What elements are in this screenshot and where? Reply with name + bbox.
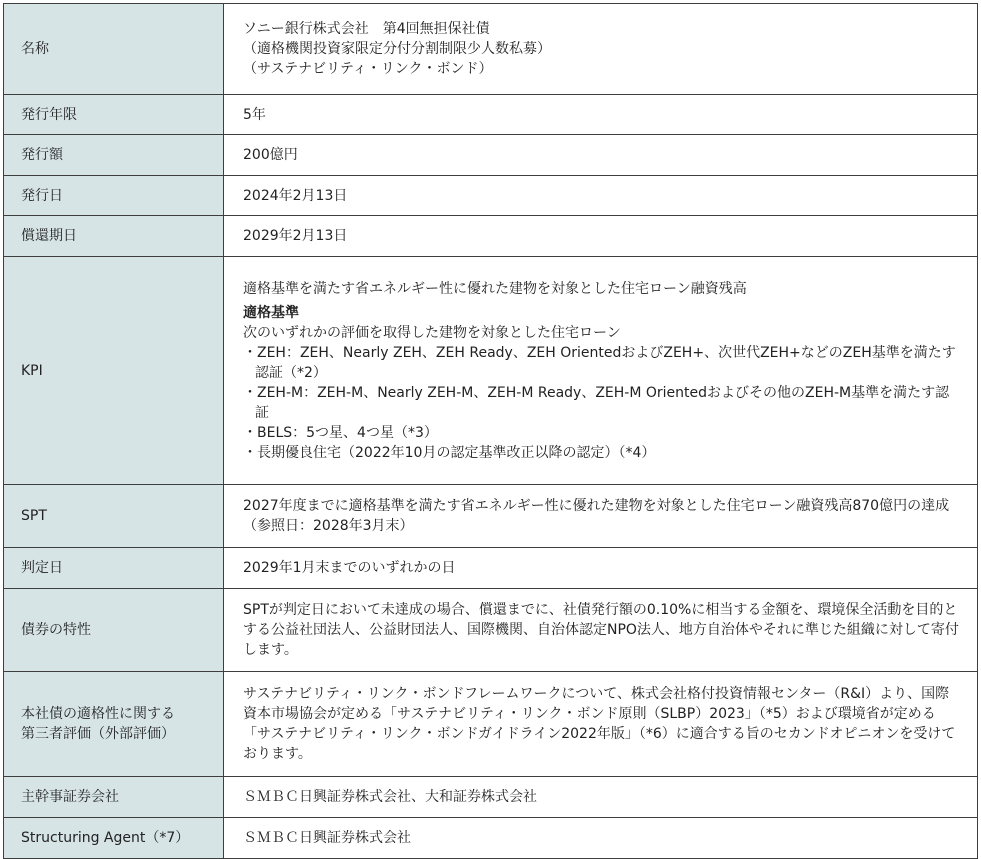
table-row [4,176,978,216]
name-line-2: （適格機関投資家限定分付分割制限少人数私募） [243,41,551,57]
row-value-maturity: 2029年2月13日 [224,216,978,257]
row-label-issue-date: 発行日 [4,176,224,216]
row-value-characteristics: SPTが判定日において未達成の場合、償還までに、社債発行額の0.10%に相当する金額を、環境保全活動を目的とする公益社団法人、公益財団法人、国際機関、自治体認定NPO法人、地方自治体やそれに準じた組織に対して寄付します。 [224,589,978,672]
kpi-bullet-zeh-m: ・ZEH-M：ZEH-M、Nearly ZEH-M、ZEH-M Ready、ZEH-M Orientedおよびその他のZEH-M基準を満たす認証 [243,384,950,421]
kpi-intro: 適格基準を満たす省エネルギー性に優れた建物を対象とした住宅ローン融資残高 [243,280,747,297]
row-value-spt: 2027年度までに適格基準を満たす省エネルギー性に優れた建物を対象とした住宅ローン融資残高870億円の達成（参照日：2028年3月末） [224,485,978,548]
table-row [4,672,978,777]
table-row [4,257,978,485]
row-label-amount: 発行額 [4,135,224,176]
row-value-kpi [224,257,978,485]
table-row [4,589,978,672]
row-value-issue-date: 2024年2月13日 [224,176,978,216]
table-row [4,4,978,95]
table-row [4,777,978,818]
table-row [4,95,978,135]
table-row [4,818,978,859]
row-label-lead-manager: 主幹事証券会社 [4,777,224,818]
kpi-criteria-title: 適格基準 [243,304,299,321]
row-value-structuring-agent: ＳＭＢＣ日興証券株式会社 [224,818,978,859]
table-row [4,485,978,548]
name-line-1: ソニー銀行株式会社 第4回無担保社債 [243,21,490,37]
row-value-judgment-date: 2029年1月末までのいずれかの日 [224,548,978,589]
row-label-characteristics: 債券の特性 [4,589,224,672]
row-label-maturity: 償還期日 [4,216,224,257]
row-value-third-party: サステナビリティ・リンク・ボンドフレームワークについて、株式会社格付投資情報センター（R&I）より、国際資本市場協会が定める「サステナビリティ・リンク・ボンド原則（SLBP）2023」（*5）および環境省が定める「サステナビリティ・リンク・ボンドガイドライン2022年版」（*6）に適合する旨のセカンドオピニオンを受けております。 [224,672,978,777]
row-label-judgment-date: 判定日 [4,548,224,589]
bond-spec-table [3,3,978,859]
row-label-kpi: KPI [4,257,224,485]
name-line-3: （サステナビリティ・リンク・ボンド） [243,61,493,77]
row-label-third-party [4,672,224,777]
row-value-term: 5年 [224,95,978,135]
third-party-label-line-2: 第三者評価（外部評価） [21,726,175,742]
row-value-name [224,4,978,95]
row-value-amount: 200億円 [224,135,978,176]
kpi-bullet-zeh: ・ZEH：ZEH、Nearly ZEH、ZEH Ready、ZEH OrientedおよびZEH+、次世代ZEH+などのZEH基準を満たす認証（*2） [243,344,956,381]
table-row [4,548,978,589]
table-row [4,135,978,176]
row-value-lead-manager: ＳＭＢＣ日興証券株式会社、大和証券株式会社 [224,777,978,818]
kpi-bullet-bels: ・BELS：5つ星、4つ星（*3） [243,424,438,441]
row-label-name: 名称 [4,4,224,95]
kpi-criteria-desc: 次のいずれかの評価を取得した建物を対象とした住宅ローン [243,324,621,341]
row-label-spt: SPT [4,485,224,548]
table-row [4,216,978,257]
row-label-term: 発行年限 [4,95,224,135]
kpi-bullet-long-life: ・長期優良住宅（2022年10月の認定基準改正以降の認定）（*4） [243,444,656,461]
row-label-structuring-agent: Structuring Agent（*7） [4,818,224,859]
third-party-label-line-1: 本社債の適格性に関する [21,706,175,722]
